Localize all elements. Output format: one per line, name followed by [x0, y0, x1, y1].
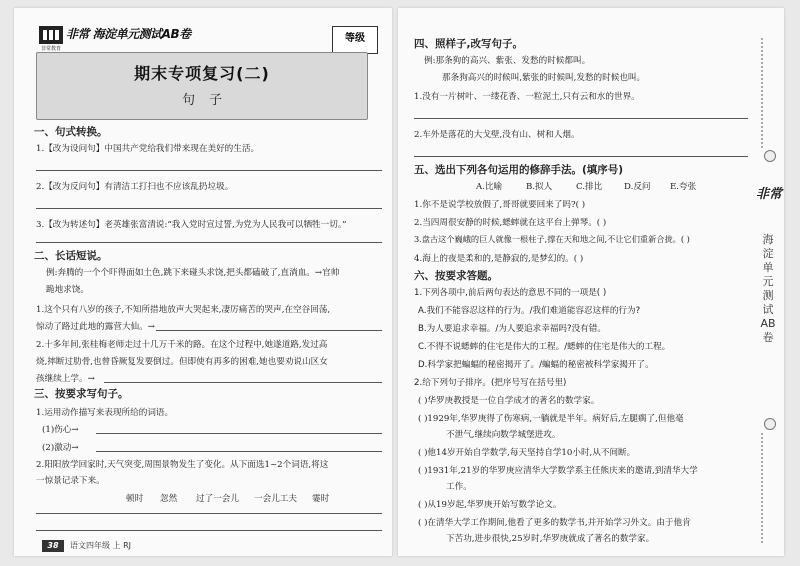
answer-line[interactable]: [36, 208, 382, 209]
s4-example-1: 例:那条狗的高兴、紫张、发愁的时候都叫。: [424, 56, 591, 66]
binding-hole: [764, 418, 776, 430]
section-4-heading: 四、照样子,改写句子。: [414, 38, 523, 50]
rhetoric-option: C.排比: [576, 182, 603, 192]
s1-item-1: 1.【改为设问句】中国共产党给我们带来现在美好的生活。: [36, 144, 260, 154]
s6-order-item-1: ( )华罗庚教授是一位自学成才的著名的数学家。: [418, 396, 600, 406]
left-page: [14, 8, 392, 556]
section-2-heading: 二、长话短说。: [34, 250, 108, 262]
rhetoric-option: B.拟人: [526, 182, 553, 192]
page-number: 38: [42, 540, 64, 552]
section-5-heading: 五、选出下列各句运用的修辞手法。(填序号): [414, 164, 624, 176]
s5-item-4: 4.海上的夜是柔和的,是静寂的,是梦幻的。( ): [414, 254, 584, 264]
section-6-heading: 六、按要求答题。: [414, 270, 498, 282]
word-option: 霎时: [312, 494, 330, 504]
rhetoric-option: A.比喻: [476, 182, 503, 192]
s6-order-item-6-line-1: ( )在清华大学工作期间,他看了更多的数学书,并开始学习外文。由于他肯: [418, 518, 691, 528]
footer-text: 语文四年级 上 RJ: [70, 541, 132, 550]
word-option: 过了一会儿: [196, 494, 239, 504]
s6-order-item-2-line-1: ( )1929年,华罗庚得了伤寒病,一躺就是半年。病好后,左腿瘸了,但他毫: [418, 414, 684, 424]
rhetoric-option: E.夸张: [670, 182, 697, 192]
s6-option-b[interactable]: B.为人要追求幸福。/为人要追求幸福吗?没有错。: [418, 324, 606, 334]
page-title: 期末专项复习(二): [134, 64, 270, 83]
s3-question-1: 1.运用动作描写来表现所给的词语。: [36, 408, 174, 418]
s1-item-2: 2.【改为反问句】有清洁工打扫也不应该乱扔垃圾。: [36, 182, 234, 192]
s2-item-2-line-1: 2.十多年间,张桂梅老师走过十几万千米的路。在这个过程中,她遂道路,发过高: [36, 340, 328, 350]
s2-item-1-line-1: 1.这个只有八岁的孩子,不知所措地放声大哭起来,凄厉痛苦的哭声,在空谷回荡,: [36, 305, 331, 315]
s6-order-item-5: ( )从19岁起,华罗庚开始写数学论文。: [418, 500, 562, 510]
side-brand: 非常: [756, 187, 783, 202]
s5-item-3: 3.盘古这个巍峨的巨人就像一根柱子,撑在天和地之间,不让它们重新合拢。( ): [414, 234, 690, 244]
s6-option-d[interactable]: D.科学家把蝙蝠的秘密揭开了。/蝙蝠的秘密被科学家揭开了。: [418, 360, 654, 370]
answer-line[interactable]: [96, 451, 382, 452]
s3-sub-1: (1)伤心→: [42, 425, 79, 435]
s4-item-1: 1.没有一片树叶、一缕花香、一粒泥土,只有云和水的世界。: [414, 92, 640, 102]
answer-line[interactable]: [414, 156, 748, 157]
binding-hole: [764, 150, 776, 162]
s3-question-2-line-2: 一惊景记录下来。: [36, 476, 105, 486]
s3-question-2-line-1: 2.阳阳放学回家时,天气突变,周围景物发生了变化。从下面选1~2个词语,将这: [36, 460, 329, 470]
title-banner: [36, 52, 368, 120]
word-option: 一会儿工夫: [254, 494, 297, 504]
answer-line[interactable]: [96, 433, 382, 434]
s2-item-2-line-2: 烧,摔断过肋骨,也曾昏厥复发要倒过。但即使有再多的困难,她也要劝说山区女: [36, 357, 328, 367]
rhetoric-option: D.反问: [624, 182, 651, 192]
s6-option-c[interactable]: C.不得不说蟋蟀的住宅是伟大的工程。/蟋蟀的住宅是伟大的工程。: [418, 342, 671, 352]
s6-question-2: 2.给下列句子排序。(把序号写在括号里): [414, 378, 567, 388]
page-subtitle: 句子: [181, 93, 236, 108]
s5-item-2: 2.当四周很安静的时候,蟋蟀就在这平台上弹琴。( ): [414, 218, 607, 228]
word-option: 忽然: [160, 494, 178, 504]
s4-item-2: 2.车外是落花的大戈壁,没有山、树和人烟。: [414, 130, 580, 140]
answer-line[interactable]: [104, 382, 382, 383]
s6-order-item-3: ( )他14岁开始自学数学,每天坚持自学10小时,从不间断。: [418, 448, 636, 458]
grade-box: 等级: [332, 26, 378, 54]
answer-line[interactable]: [36, 170, 382, 171]
logo-caption: 非常教育: [40, 46, 61, 52]
s6-order-item-6-line-2: 下苦功,进步很快,25岁时,华罗庚就成了著名的数学家。: [446, 534, 655, 544]
side-ornament: [761, 38, 777, 148]
section-3-heading: 三、按要求写句子。: [34, 388, 129, 400]
answer-line[interactable]: [36, 530, 382, 531]
answer-line[interactable]: [156, 330, 382, 331]
s4-example-2: 那条狗高兴的时候叫,紫张的时候叫,发愁的时候也叫。: [442, 73, 646, 83]
answer-line[interactable]: [414, 118, 748, 119]
section-1-heading: 一、句式转换。: [34, 126, 108, 138]
s3-sub-2: (2)激动→: [42, 443, 79, 453]
s5-item-1: 1.你不是说学校放假了,哥哥就要回来了吗?( ): [414, 200, 586, 210]
s2-item-2-line-3: 孩继续上学。→: [36, 374, 95, 384]
s2-example-line-1: 例:奔腾的一个个吓得面如土色,跳下来碰头求饶,把头都磕破了,直淌血。→官帅: [46, 268, 340, 278]
s6-question-1: 1.下列各项中,前后两句表达的意思不同的一项是( ): [414, 288, 607, 298]
publisher-logo: [36, 24, 66, 54]
answer-line[interactable]: [36, 242, 382, 243]
s6-order-item-2-line-2: 不泄气,继续向数学城堡进攻。: [446, 430, 561, 440]
series-name: 非常 海淀单元测试AB卷: [66, 27, 191, 41]
s6-order-item-4-line-1: ( )1931年,21岁的华罗庚应清华大学数学系主任熊庆来的邀请,到清华大学: [418, 466, 698, 476]
s2-item-1-line-2: 惊动了路过此地的露营大仙。→: [36, 322, 155, 332]
s1-item-3: 3.【改为转述句】老英雄张富清说:“我入党时宣过誓,为党为人民我可以牺牲一切。”: [36, 220, 347, 230]
side-ornament: [761, 433, 777, 543]
s2-example-line-2: 跪地求饶。: [46, 285, 89, 295]
s6-option-a[interactable]: A.我们不能容忍这样的行为。/我们难道能容忍这样的行为?: [418, 306, 641, 316]
s6-order-item-4-line-2: 工作。: [446, 482, 472, 492]
word-option: 顿时: [126, 494, 144, 504]
side-title: 海淀单元测试AB卷: [760, 233, 776, 344]
right-page: [398, 8, 784, 556]
answer-line[interactable]: [36, 513, 382, 514]
